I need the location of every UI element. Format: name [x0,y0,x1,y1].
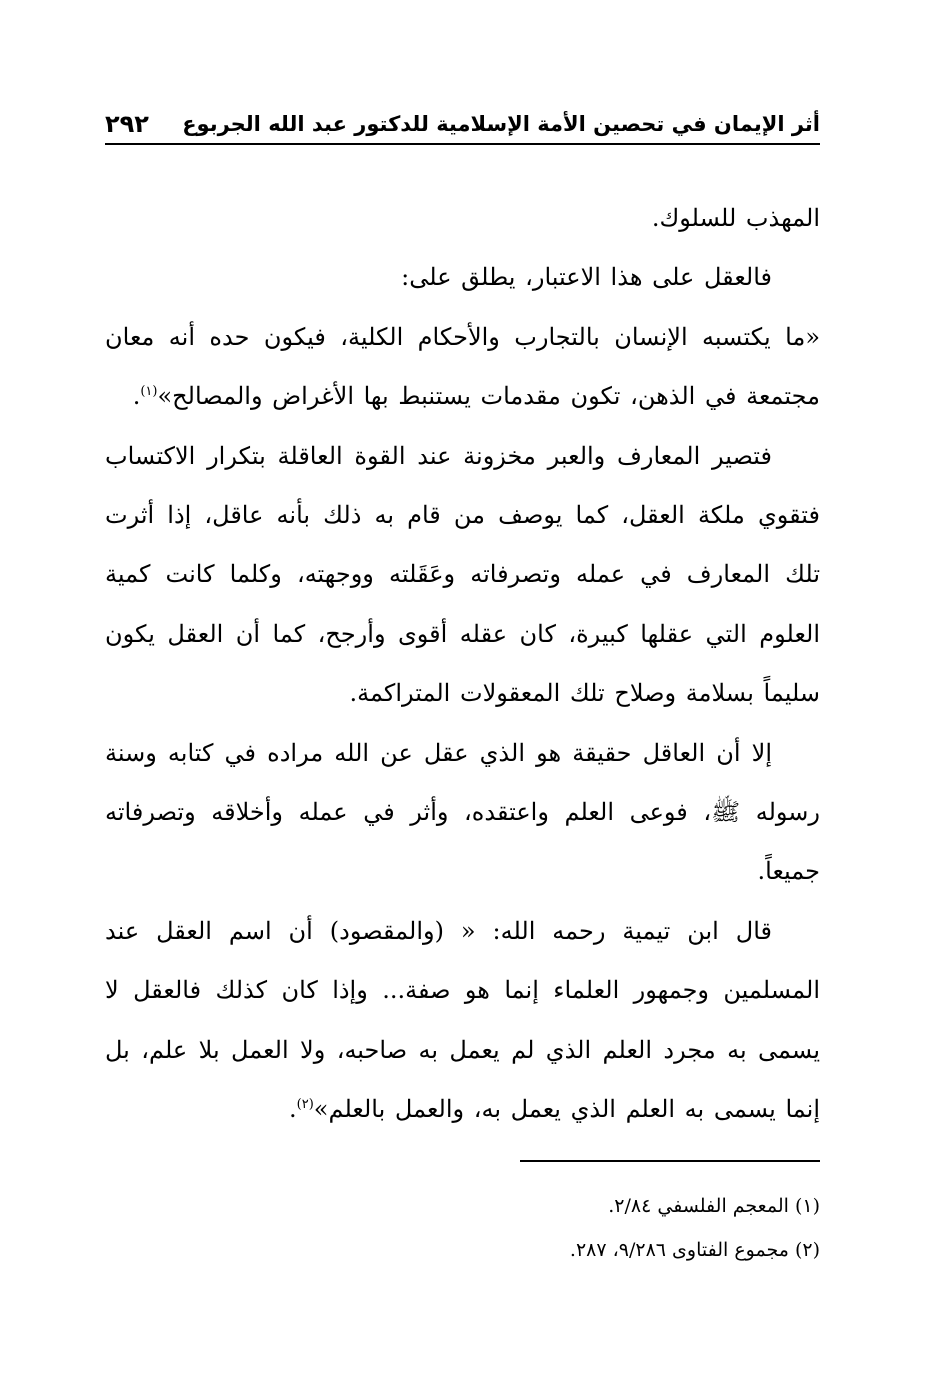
footnote-ref-1: (١) [140,384,158,400]
page-number: ٢٩٢ [105,110,149,138]
footnote-ref-2: (٢) [296,1097,314,1113]
footnotes [105,1160,820,1272]
quote-text: «ما يكتسبه الإنسان بالتجارب والأحكام الكلية، فيكون حده أنه معان مجتمعة في الذهن، تكون مقدمات يستنبط بها الأغراض والمصالح» [105,322,820,411]
body-text [105,189,820,1140]
quote-end: . [289,1095,297,1124]
footnote-1: (١) المعجم الفلسفي ٢/٨٤. [608,1195,820,1217]
header-title: أثر الإيمان في تحصين الأمة الإسلامية للدكتور عبد الله الجربوع [182,112,820,136]
paragraph-3-quote [105,308,820,427]
quote-end: . [132,382,141,411]
running-header [105,95,820,145]
ibn-taymiyya-quote: قال ابن تيمية رحمه الله: « (والمقصود) أن اسم العقل عند المسلمين وجمهور العلماء إنما هو صفة... وإذا كان كذلك فالعقل لا يسمى به مجرد العلم الذي لم يعمل به صاحبه، ولا العمل بلا علم، بل إنما يسمى به العلم الذي يعمل به، والعمل بالعلم» [105,916,821,1124]
paragraph-1: المهذب للسلوك. [651,204,820,232]
footnote-separator [520,1160,820,1162]
paragraph-5: إلا أن العاقل حقيقة هو الذي عقل عن الله مراده في كتابه وسنة رسوله ﷺ، فوعى العلم واعتقده، وأثر في عمله وأخلاقه وتصرفاته جميعاً. [105,738,820,886]
paragraph-4: فتصير المعارف والعبر مخزونة عند القوة العاقلة بتكرار الاكتساب فتقوي ملكة العقل، كما يوصف من قام به ذلك بأنه عاقل، إذا أثرت تلك المعارف في عمله وتصرفاته وعَقَلته ووجهته، وكلما كانت كمية العلوم التي عقلها كبيرة، كان عقله أقوى وأرجح، كما أن العقل يكون سليماً بسلامة وصلاح تلك المعقولات المتراكمة. [105,441,821,708]
page [105,95,820,1140]
paragraph-6 [105,902,820,1140]
footnote-2: (٢) مجموع الفتاوى ٩/٢٨٦، ٢٨٧. [569,1239,820,1261]
paragraph-2: فالعقل على هذا الاعتبار، يطلق على: [401,263,772,292]
